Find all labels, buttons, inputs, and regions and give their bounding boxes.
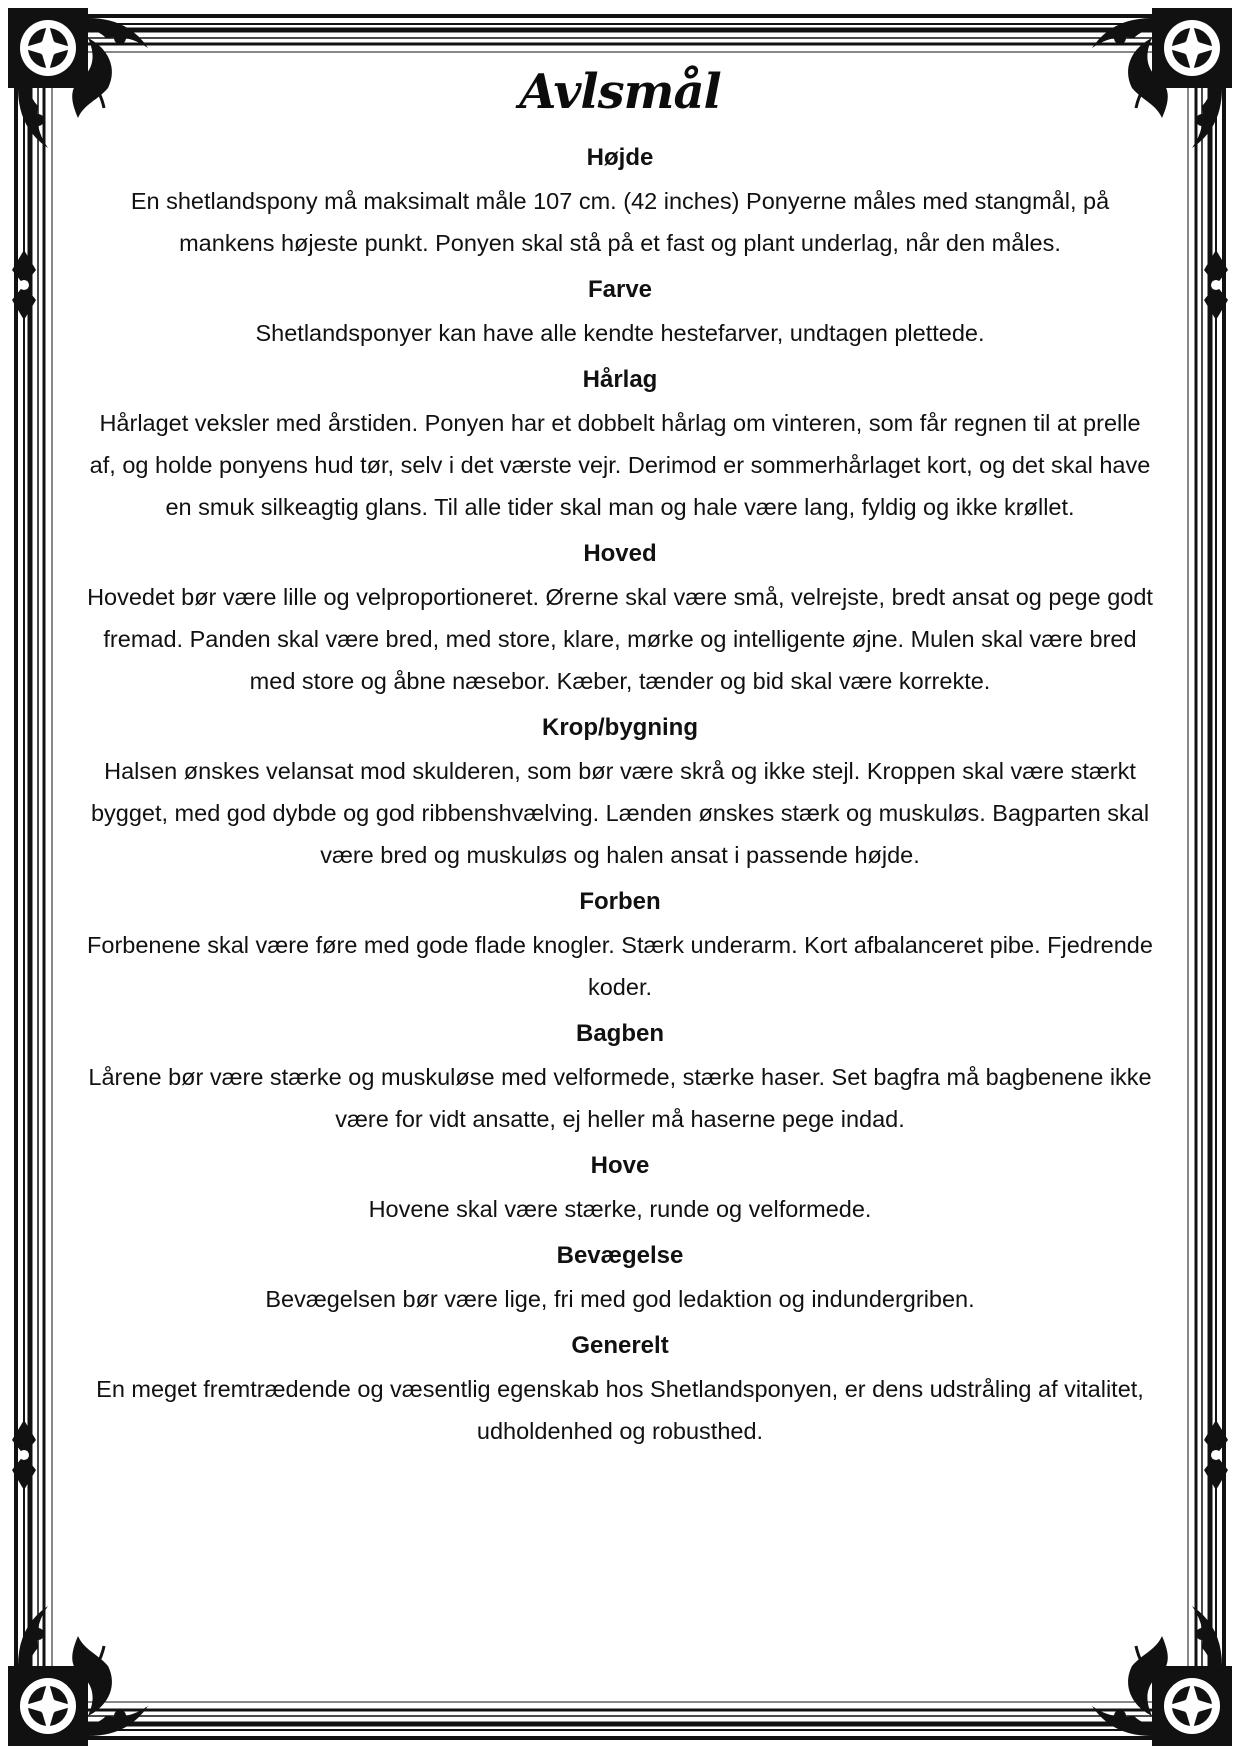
section-krop-bygning: [80, 712, 1160, 876]
section-heading: Hoved: [583, 540, 657, 567]
document-body: [80, 50, 1160, 1674]
section-hove: [80, 1150, 1160, 1230]
side-ornament-left-upper: [4, 250, 44, 320]
section-text: Lårene bør være stærke og muskuløse med velformede, stærke haser. Set bagfra må bagbenene ikke være for vidt ansatte, ej heller må haserne pege indad.: [88, 1064, 1152, 1132]
section-farve: [80, 274, 1160, 354]
section-text: Bevægelsen bør være lige, fri med god ledaktion og indundergriben.: [265, 1286, 975, 1312]
side-ornament-right-lower: [1196, 1420, 1236, 1490]
section-text: Forbenene skal være føre med gode flade knogler. Stærk underarm. Kort afbalanceret pibe. Fjedrende koder.: [87, 932, 1153, 1000]
section-harlag: [80, 364, 1160, 528]
section-text: Hårlaget veksler med årstiden. Ponyen har et dobbelt hårlag om vinteren, som får regnen til at prelle af, og holde ponyens hud tør, selv i det værste vejr. Derimod er sommerhårlaget kort, og det skal have en smuk silkeagtig glans. Til alle tider skal man og hale være lang, fyldig og ikke krøllet.: [89, 410, 1151, 520]
section-heading: Generelt: [571, 1332, 669, 1359]
section-generelt: [80, 1330, 1160, 1452]
section-heading: Farve: [587, 276, 653, 303]
side-ornament-right-upper: [1196, 250, 1236, 320]
side-ornament-left-lower: [4, 1420, 44, 1490]
section-text: En shetlandspony må maksimalt måle 107 cm. (42 inches) Ponyerne måles med stangmål, på mankens højeste punkt. Ponyen skal stå på et fast og plant underlag, når den måles.: [130, 188, 1110, 256]
section-text: Shetlandsponyer kan have alle kendte hestefarver, undtagen plettede.: [255, 320, 985, 346]
section-text: Hovedet bør være lille og velproportioneret. Ørerne skal være små, velrejste, bredt ansat og pege godt fremad. Panden skal være bred, med store, klare, mørke og intelligente øjne. Mulen skal være bred med store og åbne næsebor. Kæber, tænder og bid skal være korrekte.: [87, 584, 1153, 694]
section-hoved: [80, 538, 1160, 702]
section-heading: Bagben: [575, 1020, 664, 1047]
section-text: En meget fremtrædende og væsentlig egenskab hos Shetlandsponyen, er dens udstråling af vitalitet, udholdenhed og robusthed.: [96, 1376, 1144, 1444]
section-text: Hovene skal være stærke, runde og velformede.: [368, 1196, 872, 1222]
section-heading: Bevægelse: [556, 1242, 684, 1269]
section-heading: Hårlag: [582, 366, 658, 393]
section-forben: [80, 886, 1160, 1008]
section-text: Halsen ønskes velansat mod skulderen, som bør være skrå og ikke stejl. Kroppen skal være stærkt bygget, med god dybde og god ribbenshvælving. Lænden ønskes stærk og muskuløs. Bagparten skal være bred og muskuløs og halen ansat i passende højde.: [90, 758, 1150, 868]
section-heading: Forben: [579, 888, 661, 915]
page-title: Avlsmål: [519, 64, 721, 120]
section-heading: Højde: [586, 144, 654, 171]
section-bagben: [80, 1018, 1160, 1140]
section-heading: Hove: [590, 1152, 650, 1179]
section-bevaegelse: [80, 1240, 1160, 1320]
section-heading: Krop/bygning: [542, 714, 698, 741]
section-hojde: [80, 142, 1160, 264]
